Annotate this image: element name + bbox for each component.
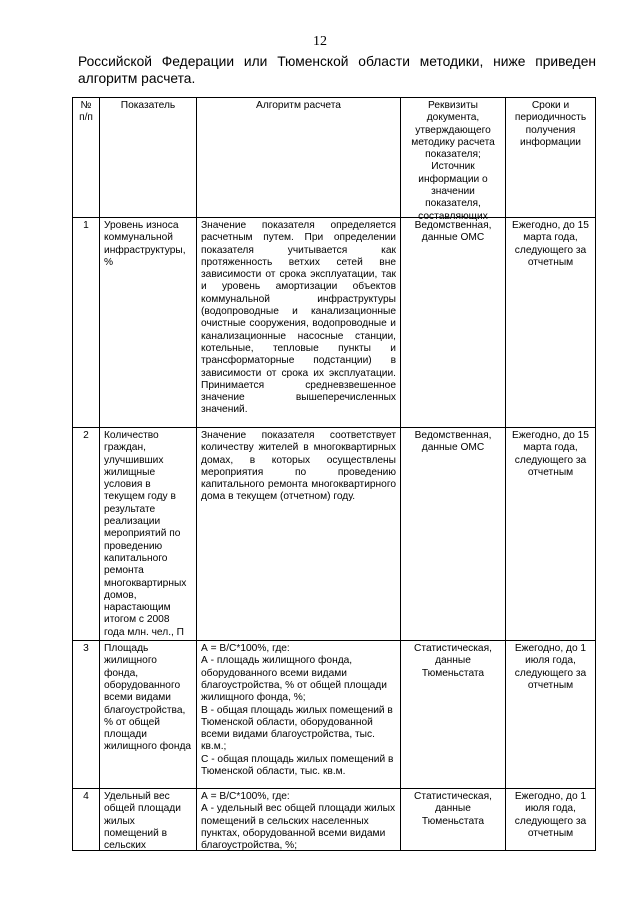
header-num: № п/п — [73, 98, 100, 218]
row-4-indicator-text: Удельный вес общей площади жилых помещений в сельских — [104, 791, 181, 852]
table-row — [73, 641, 596, 789]
row-3-source: Статистическая, данные Тюменьстата — [401, 641, 506, 789]
row-4-source: Статистическая, данные Тюменьстата — [401, 789, 506, 851]
table-row — [73, 218, 596, 428]
intro-paragraph: Российской Федерации или Тюменской области методики, ниже приведен алгоритм расчета. — [78, 54, 596, 86]
row-1-algorithm: Значение показателя определяется расчетным путем. При определении показателя учитывается как протяженность ветхих сетей вне зависимости от срока эксплуатации, так и уровень амортизации объектов коммунальной инфраструктуры (водопроводные и канализационные очистные сооружения, водопроводные и канализационные насосные станции, котельные, тепловые пункты и трансформаторные подстанции) в зависимости от срока их эксплуатации. Принимается средневзвешенное значение вышеперечисленных значений. — [197, 218, 401, 428]
table-row — [73, 428, 596, 641]
row-1-period: Ежегодно, до 15 марта года, следующего за отчетным — [506, 218, 596, 428]
page-number: 12 — [313, 34, 327, 49]
table-row — [73, 789, 596, 851]
row-4-algorithm-line: А = В/С*100%, где: — [201, 791, 290, 803]
row-3-period: Ежегодно, до 1 июля года, следующего за отчетным — [506, 641, 596, 789]
row-3-algorithm-line: С - общая площадь жилых помещений в Тюменской области, тыс. кв.м. — [201, 753, 394, 778]
row-4-period: Ежегодно, до 1 июля года, следующего за отчетным — [506, 789, 596, 851]
row-1-indicator: Уровень износа коммунальной инфраструктуры, % — [100, 218, 197, 428]
row-4-algorithm — [197, 789, 401, 851]
row-4-algorithm-line: А - удельный вес общей площади жилых помещений в сельских населенных пунктах, оборудованной всеми видами благоустройства, %; — [201, 803, 396, 852]
row-3-algorithm-line: А - площадь жилищного фонда, оборудованного всеми видами благоустройства, % от общей площади жилищного фонда, %; — [201, 655, 387, 704]
row-1-source: Ведомственная, данные ОМС — [401, 218, 506, 428]
header-source — [401, 98, 506, 222]
row-3-algorithm-line: В - общая площадь жилых помещений в Тюменской области, оборудованной всеми видами благоустройства, тыс. кв.м.; — [201, 704, 393, 753]
row-4-algorithm-clip — [201, 791, 396, 852]
row-4-indicator — [100, 789, 197, 851]
row-3-indicator: Площадь жилищного фонда, оборудованного всеми видами благоустройства, % от общей площади жилищного фонда — [100, 641, 197, 789]
table-header-row — [73, 98, 596, 218]
row-1-num: 1 — [73, 218, 100, 428]
header-period: Сроки и периодичность получения информации — [506, 98, 596, 218]
row-2-period: Ежегодно, до 15 марта года, следующего за отчетным — [506, 428, 596, 641]
row-3-algorithm — [197, 641, 401, 789]
row-2-source: Ведомственная, данные ОМС — [401, 428, 506, 641]
row-2-num: 2 — [73, 428, 100, 641]
row-2-indicator: Количество граждан, улучшивших жилищные условия в текущем году в результате реализации мероприятий по проведению капитального ремонта многоквартирных домов, нарастающим итогом с 2008 года млн. чел., П — [100, 428, 197, 641]
header-source-text: Реквизиты документа, утверждающего методику расчета показателя; Источник информации о значении показателя, составляющих — [411, 100, 495, 222]
header-indicator: Показатель — [100, 98, 197, 218]
row-4-num: 4 — [73, 789, 100, 851]
row-3-algorithm-line: А = В/С*100%, где: — [201, 643, 290, 655]
indicators-table — [72, 97, 596, 851]
header-algorithm: Алгоритм расчета — [197, 98, 401, 218]
row-2-algorithm: Значение показателя соответствует количеству жителей в многоквартирных домах, в которых осуществлены мероприятия по проведению капитального ремонта многоквартирного дома в текущем (отчетном) году. — [197, 428, 401, 641]
row-3-num: 3 — [73, 641, 100, 789]
